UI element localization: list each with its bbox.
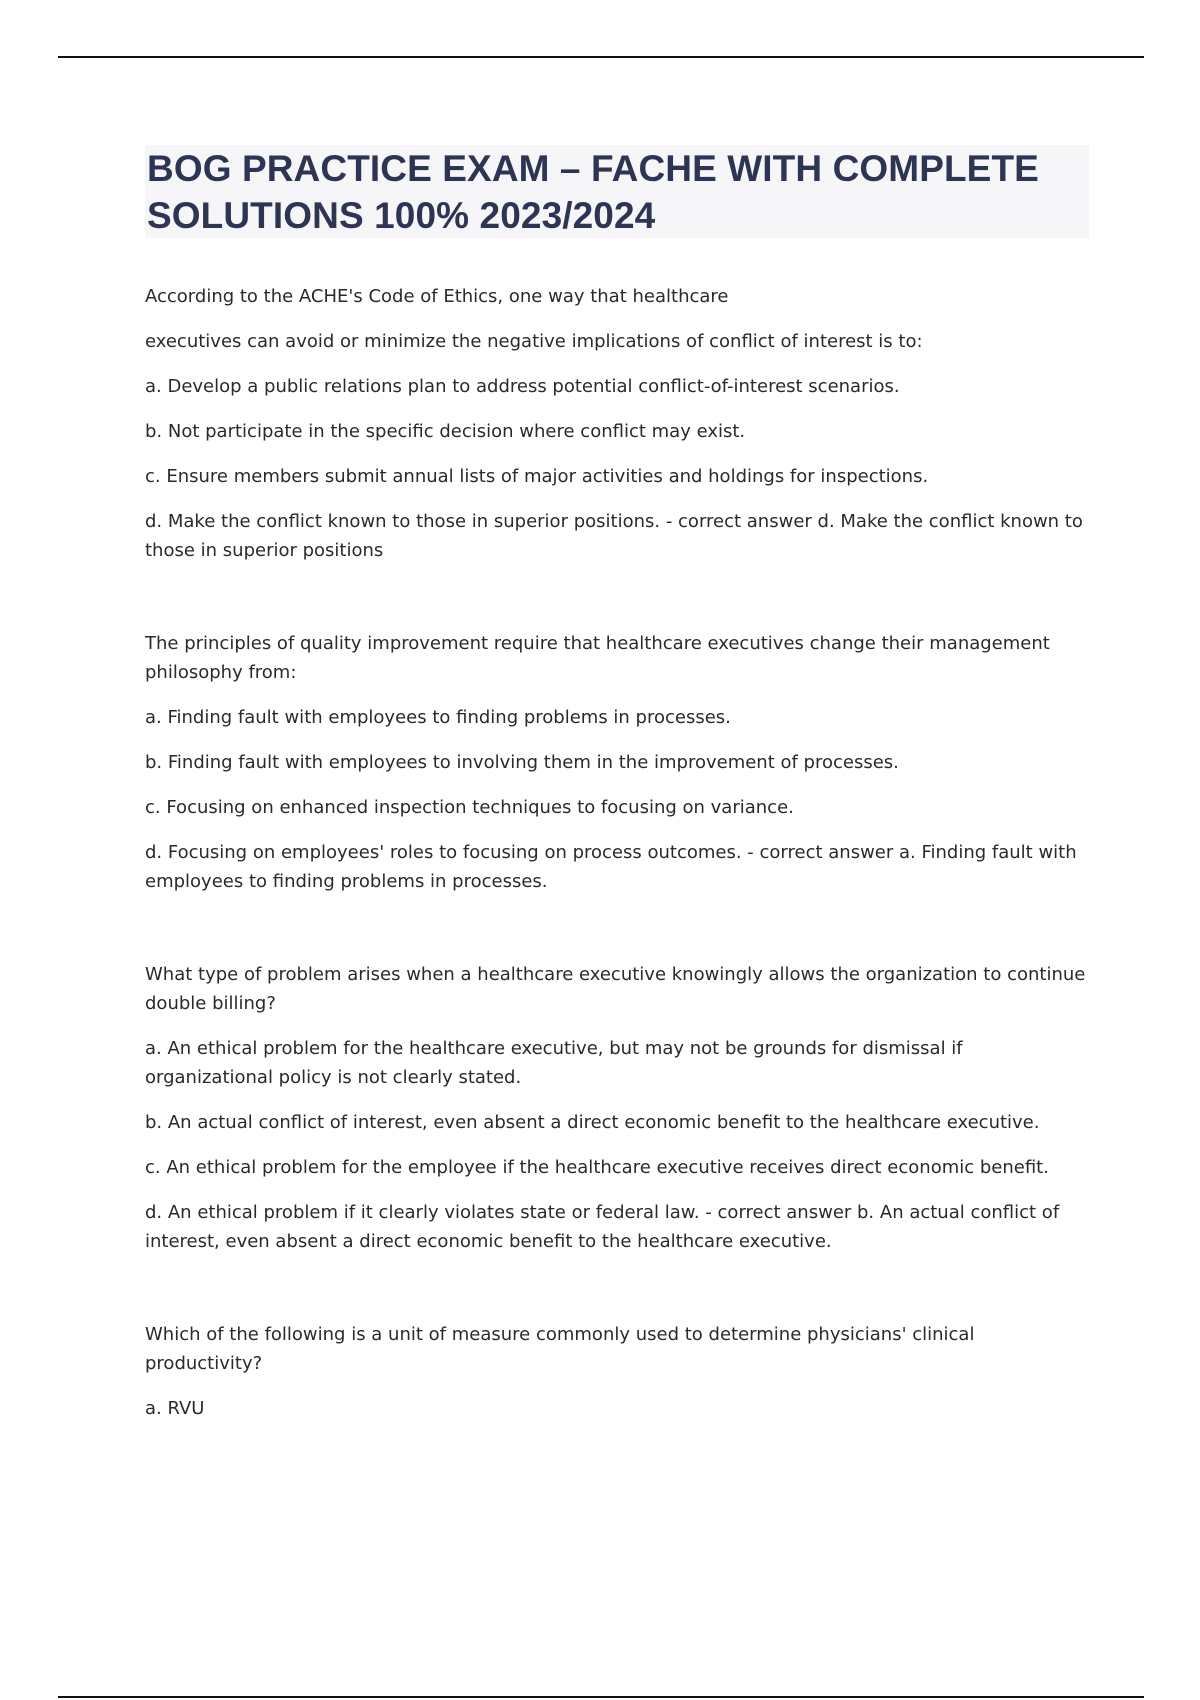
question-4 xyxy=(145,1320,1095,1423)
question-1-option-b: b. Not participate in the specific decision where conflict may exist. xyxy=(145,421,746,442)
question-3 xyxy=(145,960,1095,1256)
question-2-stem: The principles of quality improvement require that healthcare executives change their management philosophy from: xyxy=(145,633,1050,683)
question-2-option-b: b. Finding fault with employees to involving them in the improvement of processes. xyxy=(145,752,899,773)
question-spacer xyxy=(145,1272,1095,1320)
question-spacer xyxy=(145,581,1095,629)
question-2-option-a: a. Finding fault with employees to finding problems in processes. xyxy=(145,707,731,728)
question-1-option-c: c. Ensure members submit annual lists of major activities and holdings for inspections. xyxy=(145,466,929,487)
title-block xyxy=(145,145,1089,238)
question-3-option-d: d. An ethical problem if it clearly violates state or federal law. - correct answer b. An actual conflict of interest, even absent a direct economic benefit to the healthcare executive. xyxy=(145,1202,1060,1252)
question-1-option-a: a. Develop a public relations plan to address potential conflict-of-interest scenarios. xyxy=(145,376,900,397)
question-1-option-d: d. Make the conflict known to those in superior positions. - correct answer d. Make the conflict known to those in superior positions xyxy=(145,511,1083,561)
footer-rule xyxy=(58,1696,1144,1698)
question-1-stem-line-2: executives can avoid or minimize the negative implications of conflict of interest is to: xyxy=(145,331,923,352)
question-2-option-c: c. Focusing on enhanced inspection techniques to focusing on variance. xyxy=(145,797,794,818)
question-3-option-c: c. An ethical problem for the employee if the healthcare executive receives direct economic benefit. xyxy=(145,1157,1049,1178)
question-2-option-d: d. Focusing on employees' roles to focusing on process outcomes. - correct answer a. Finding fault with employees to finding problems in processes. xyxy=(145,842,1077,892)
question-3-option-a: a. An ethical problem for the healthcare executive, but may not be grounds for dismissal if organizational policy is not clearly stated. xyxy=(145,1038,963,1088)
question-1-stem-line-1: According to the ACHE's Code of Ethics, one way that healthcare xyxy=(145,286,729,307)
question-4-option-a: a. RVU xyxy=(145,1398,205,1419)
header-rule xyxy=(58,56,1144,58)
page-title: BOG PRACTICE EXAM – FACHE WITH COMPLETE SOLUTIONS 100% 2023/2024 xyxy=(147,148,1039,236)
question-1 xyxy=(145,282,1095,565)
question-3-stem: What type of problem arises when a healthcare executive knowingly allows the organization to continue double billing? xyxy=(145,964,1086,1014)
question-4-stem: Which of the following is a unit of measure commonly used to determine physicians' clinical productivity? xyxy=(145,1324,975,1374)
question-2 xyxy=(145,629,1095,896)
question-3-option-b: b. An actual conflict of interest, even absent a direct economic benefit to the healthcare executive. xyxy=(145,1112,1040,1133)
question-spacer xyxy=(145,912,1095,960)
document-body xyxy=(145,282,1095,1439)
